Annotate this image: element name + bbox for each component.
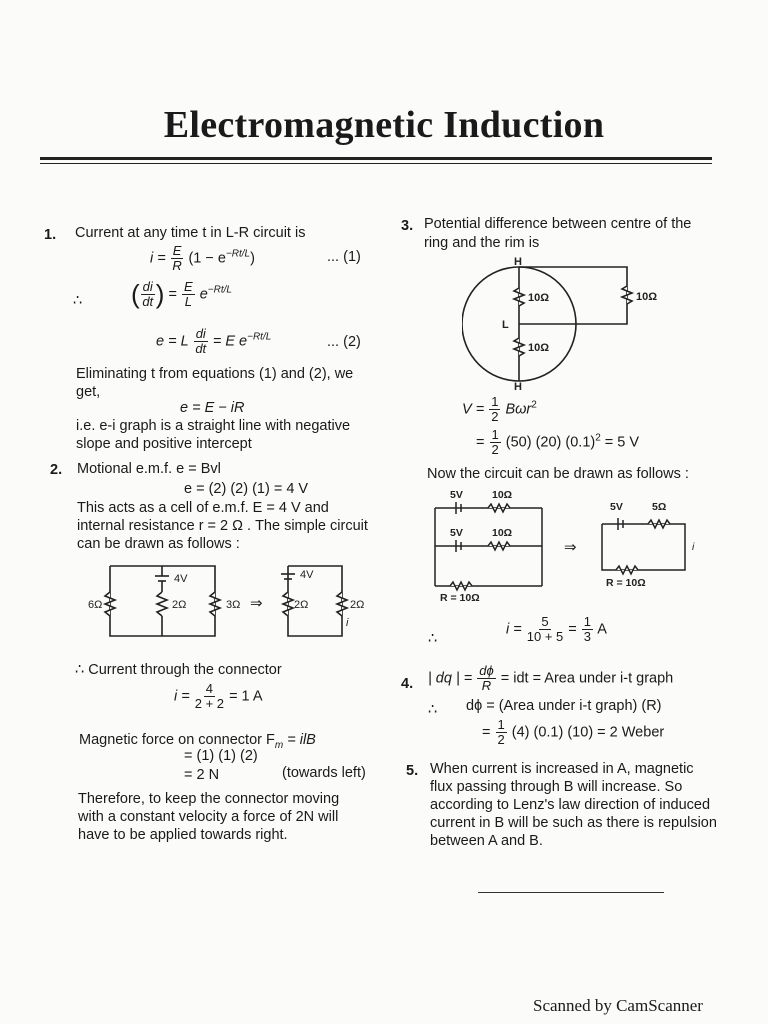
q1-ie-2: slope and positive intercept	[76, 436, 252, 452]
q3-circ-r4: R = 10Ω	[606, 577, 646, 589]
q3-ring-r3: 10Ω	[636, 291, 658, 303]
q2-circ-v2: 4V	[300, 569, 314, 581]
q5-line-2: flux passing through B will increase. So	[430, 779, 683, 795]
q3-circ-v3: 5V	[610, 501, 623, 513]
q3-text-2: ring and the rim is	[424, 235, 540, 251]
title-rule-thin	[40, 163, 712, 164]
q3-ring-h-bottom: H	[514, 381, 522, 392]
q2-current: ∴ Current through the connector	[75, 662, 282, 678]
q3-circ-r3: 5Ω	[652, 501, 667, 513]
q2-eq1: e = (2) (2) (1) = 4 V	[184, 481, 309, 497]
q5-line-5: between A and B.	[430, 833, 543, 849]
q4-eq1: | dq | = $\frac{d\phi}{R}$ = idt = Area under i-t graph	[428, 663, 674, 693]
q2-conclusion-1: Therefore, to keep the connector moving	[78, 791, 340, 807]
q3-eq1: V = $\frac{1}{2}$ Bωr$^2$	[462, 394, 537, 424]
q2-circ-arrow: ⇒	[250, 595, 263, 612]
q2-number: 2.	[50, 462, 63, 478]
q2-circ-v: 4V	[174, 573, 188, 585]
q5-line-4: current in B will be such as there is repulsion	[430, 815, 717, 831]
end-rule	[478, 892, 664, 893]
q3-circ-r2: 10Ω	[492, 527, 513, 539]
q1-text: Current at any time t in L-R circuit is	[75, 225, 306, 241]
q3-therefore: ∴	[428, 631, 438, 647]
q3-eq2: = $\frac{1}{2}$ (50) (20) $(0.1)^2 = 5$ V	[476, 427, 640, 457]
q5-line-3: according to Lenz's law direction of induced	[430, 797, 711, 813]
q4-eq3: = $\frac{1}{2}$ (4) (0.1) (10) = 2 Weber	[482, 717, 665, 747]
q2-circuit-diagram	[80, 556, 380, 646]
q2-circ-r4: 2Ω	[294, 599, 309, 611]
q2-text: Motional e.m.f. e = Bvl	[77, 461, 221, 477]
q4-therefore: ∴	[428, 702, 438, 718]
q2-magnetic-force: Magnetic force on connector $F_m$ = ilB	[79, 732, 316, 751]
q2-p2: internal resistance r = 2 Ω . The simple circuit	[77, 518, 368, 534]
q3-eq3: i = $\frac{5}{10 + 5}$ = $\frac{1}{3}$ A	[506, 614, 607, 644]
q2-p1: This acts as a cell of e.m.f. E = 4 V and	[77, 500, 329, 516]
q3-circ-r: R = 10Ω	[440, 592, 480, 604]
title-rule-thick	[40, 157, 712, 160]
q3-ring-h-top: H	[514, 256, 522, 268]
q2-circ-r1: 6Ω	[88, 599, 103, 611]
q5-line-1: When current is increased in A, magnetic	[430, 761, 694, 777]
q1-number: 1.	[44, 227, 57, 243]
q1-eq1: i = $\frac{E}{R}$ $(1 - e^{-Rt/L})$	[150, 243, 255, 273]
q3-circ-r1: 10Ω	[492, 489, 513, 501]
q2-conclusion-2: with a constant velocity a force of 2N will	[78, 809, 339, 825]
q1-eq2: ( $\frac{di}{dt}$ ) = $\frac{E}{L}$ $e^{-Rt/L}$	[131, 279, 232, 309]
q2-p3: can be drawn as follows :	[77, 536, 240, 552]
q3-circ-arrow: ⇒	[564, 539, 577, 556]
q2-conclusion-3: have to be applied towards right.	[78, 827, 288, 843]
q3-ring-r1: 10Ω	[528, 292, 550, 304]
q1-elim-2: get,	[76, 384, 101, 400]
q3-circ-v2: 5V	[450, 527, 463, 539]
q5-number: 5.	[406, 763, 419, 779]
q1-eq3-tag: ... (2)	[327, 334, 361, 350]
scanner-watermark: Scanned by CamScanner	[533, 996, 703, 1015]
q1-eq3: e = L $\frac{di}{dt}$ = E $e^{-Rt/L}$	[156, 326, 272, 356]
q2-circ-i: i	[346, 617, 349, 629]
q2-circ-r5: 2Ω	[350, 599, 365, 611]
q3-ring-l: L	[502, 319, 509, 331]
q2-circ-r2: 2Ω	[172, 599, 187, 611]
page-title: Electromagnetic Induction	[163, 104, 605, 146]
q2-eq3: = (1) (1) (2)	[184, 748, 258, 764]
q1-eq1-tag: ... (1)	[327, 249, 361, 265]
q4-number: 4.	[401, 676, 414, 692]
q2-eq4-note: (towards left)	[282, 765, 366, 781]
q3-circ-i: i	[692, 541, 695, 553]
q2-eq2: i = $\frac{4}{2 + 2}$ = 1 A	[174, 681, 263, 711]
q2-circ-r3: 3Ω	[226, 599, 241, 611]
q3-now: Now the circuit can be drawn as follows :	[427, 466, 689, 482]
q3-circ-v1: 5V	[450, 489, 463, 501]
q1-ie-1: i.e. e-i graph is a straight line with negative	[76, 418, 351, 434]
q3-ring-r2: 10Ω	[528, 342, 550, 354]
q1-therefore: ∴	[73, 293, 83, 309]
q1-eq4: e = E − iR	[180, 400, 245, 416]
q3-ring-diagram	[462, 254, 682, 392]
q3-text-1: Potential difference between centre of the	[424, 216, 692, 232]
q3-circuit-diagram	[430, 484, 720, 604]
q1-elim-1: Eliminating t from equations (1) and (2), we	[76, 366, 354, 382]
q4-eq2: dϕ = (Area under i-t graph) (R)	[466, 698, 662, 714]
q3-number: 3.	[401, 218, 414, 234]
q2-eq4: = 2 N	[184, 767, 220, 783]
